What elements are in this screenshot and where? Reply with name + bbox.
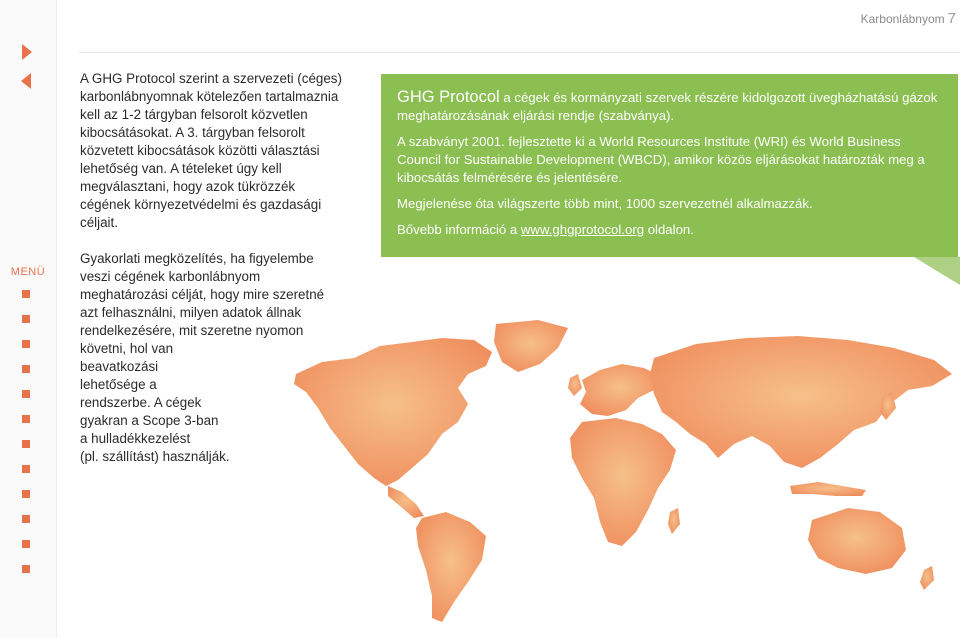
menu-square-3[interactable] (22, 340, 30, 348)
new-zealand-shape (920, 566, 934, 590)
menu-square-4[interactable] (22, 365, 30, 373)
africa-shape (570, 418, 676, 546)
menu-square-list (22, 290, 30, 590)
info-box-page-fold (914, 257, 960, 285)
menu-square-9[interactable] (22, 490, 30, 498)
central-america-shape (388, 486, 424, 518)
paragraph-practical-approach: Gyakorlati megközelítés, ha figyelembe veszi cégének karbonlábnyom meghatározási célját, hogy mire szeretné azt felhasználni, milyen adatok állnak rendelkezésére, mit szeretne nyomon követni, hol van beavatkozási lehetősége a rendszerbe. A cégek gyakran a Scope 3-ban a hulladékkezelést (pl. szállítást) használják. (80, 251, 325, 464)
madagascar-shape (668, 508, 680, 534)
previous-page-arrow-icon[interactable] (21, 73, 31, 89)
europe-shape (580, 364, 660, 416)
info-box-history: A szabványt 2001. fejlesztette ki a World Resources Institute (WRI) és World Business Council for Sustainable Development (WBCD), amikor közös eljárásokat határozták meg a kibocsátás felmérésére és jelentésére. (397, 134, 925, 185)
asia-shape (650, 336, 952, 468)
info-box-intro-text: a cégek és kormányzati szervek részére kidolgozott üvegházhatású gázok meghatározásának eljárási rendje (szabványa). (397, 90, 938, 123)
menu-square-8[interactable] (22, 465, 30, 473)
menu-square-2[interactable] (22, 315, 30, 323)
australia-shape (808, 508, 906, 574)
ghg-protocol-info-box (381, 74, 958, 257)
indonesia-shape (790, 482, 866, 496)
greenland-shape (494, 320, 568, 372)
menu-square-11[interactable] (22, 540, 30, 548)
next-page-arrow-icon[interactable] (22, 44, 32, 60)
menu-square-5[interactable] (22, 390, 30, 398)
menu-button[interactable]: MENÜ (10, 266, 46, 278)
south-america-shape (416, 512, 486, 622)
menu-square-1[interactable] (22, 290, 30, 298)
world-map-illustration (282, 318, 958, 628)
menu-square-12[interactable] (22, 565, 30, 573)
ghg-protocol-link[interactable]: www.ghgprotocol.org (520, 222, 645, 237)
info-box-more-info (397, 221, 942, 239)
info-box-usage: Megjelenése óta világszerte több mint, 1000 szervezetnél alkalmazzák. (397, 196, 813, 211)
north-america-shape (294, 338, 492, 486)
menu-square-10[interactable] (22, 515, 30, 523)
more-info-prefix: Bővebb információ a (397, 222, 521, 237)
menu-square-6[interactable] (22, 415, 30, 423)
page-header (861, 10, 956, 27)
menu-square-7[interactable] (22, 440, 30, 448)
header-divider (79, 52, 960, 53)
info-box-intro (397, 88, 942, 125)
sidebar-nav (0, 0, 57, 638)
document-title: Karbonlábnyom (860, 12, 945, 26)
paragraph-scope-requirements: A GHG Protocol szerint a szervezeti (céges) karbonlábnyomnak kötelezően tartalmaznia kell az 1-2 tárgyban felsorolt közvetlen kibocsátásokat. A 3. tárgyban felsorolt közvetett kibocsátások közötti választási lehetőség van. A tételeket úgy kell megválasztani, hogy azok tükrözzék cégének környezetvédelmi és gazdasági céljait. (80, 71, 342, 230)
page-number: 7 (947, 10, 956, 27)
uk-shape (568, 374, 582, 396)
more-info-suffix: oldalon. (644, 222, 694, 237)
info-box-title: GHG Protocol (397, 88, 500, 106)
